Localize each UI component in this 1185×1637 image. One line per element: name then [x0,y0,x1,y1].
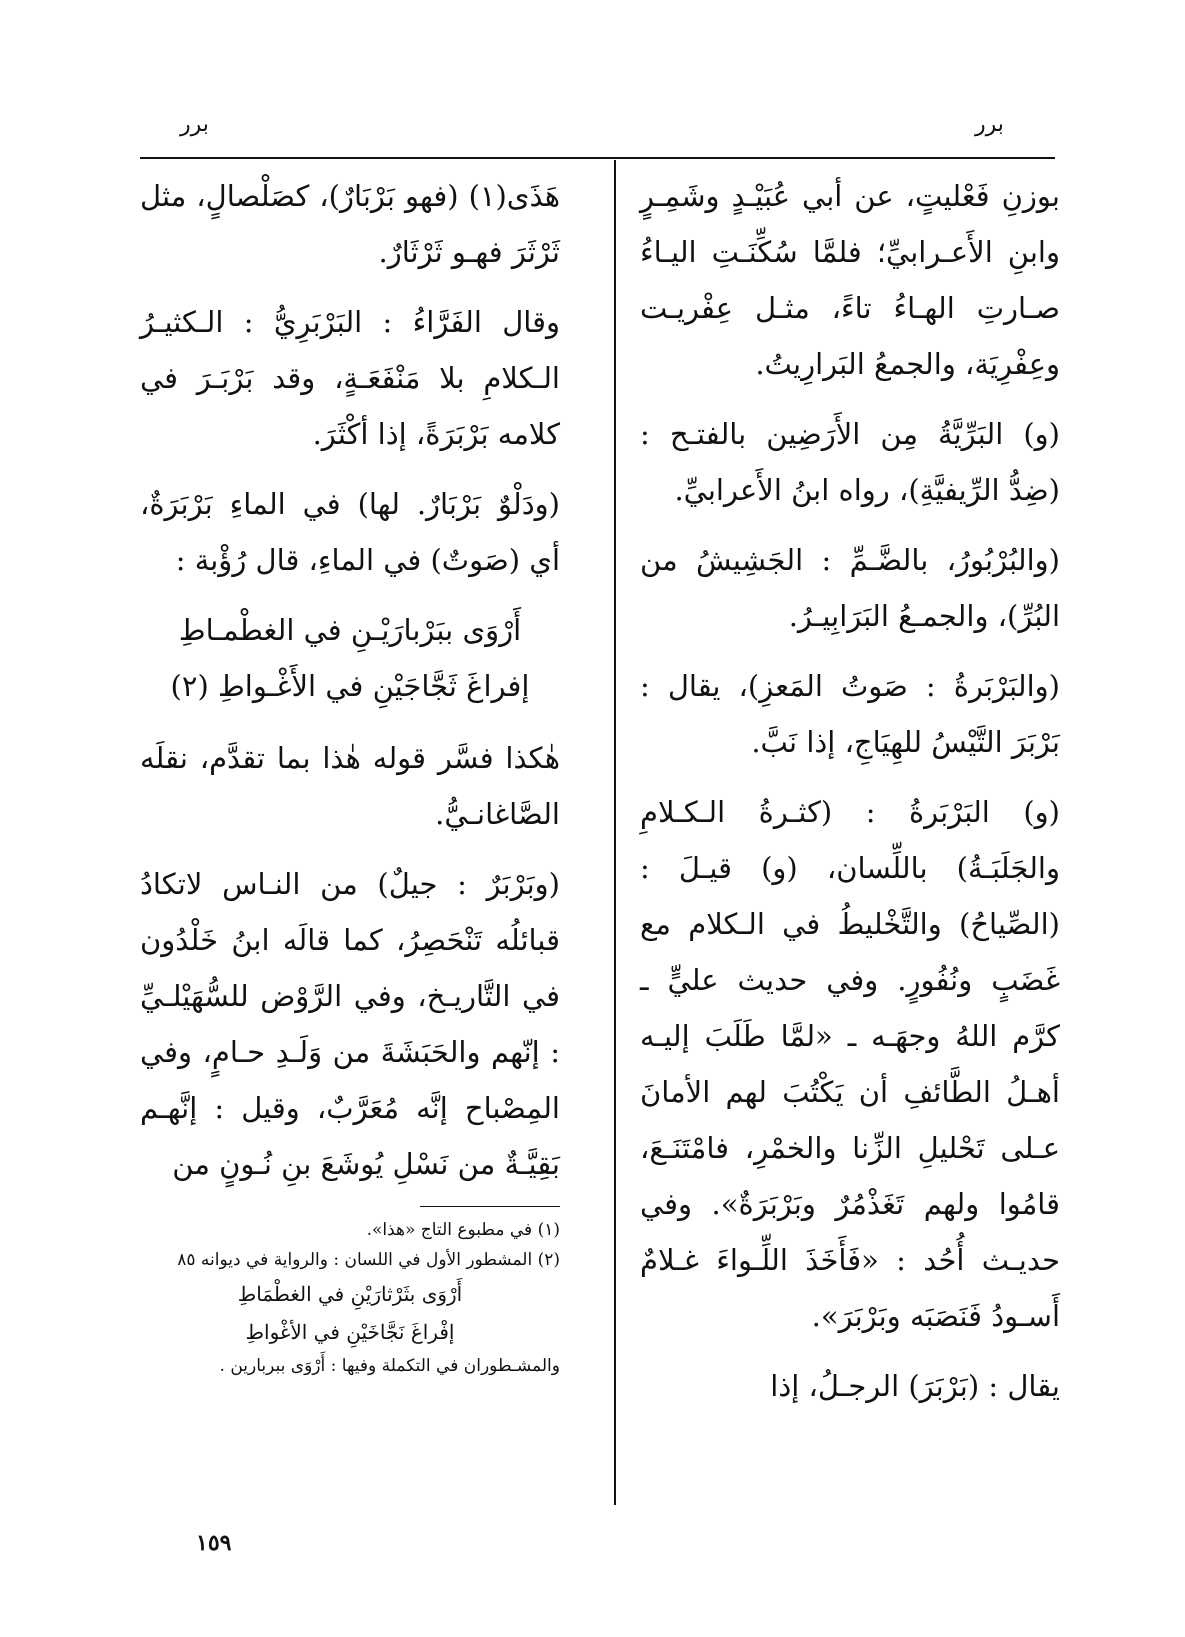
paragraph: (والبُرْبُورُ، بالضَّـمِّ : الجَشِيشُ من البُرِّ)، والجمـعُ البَرَابِيـرُ. [640,543,1060,633]
paragraph: وقال الفَرَّاءُ : البَرْبَرِيُّ : الـكثيـرُ الـكلامِ بلا مَنْفَعَـةٍ، وقد بَرْبَـرَ في كلامه بَرْبَرَةً، إذا أكْثَرَ. [140,305,560,451]
paragraph: (ودَلْوٌ بَرْبَارٌ. لها) في الماءِ بَرْبَرَةٌ، أي (صَوتٌ) في الماءِ، قال رُؤْبة : [140,487,560,577]
footnote-rule [420,1206,560,1207]
left-column [140,168,560,1381]
column-divider [614,160,616,1505]
footnote-2-end: والمشـطوران في التكملة وفيها : أَرْوَى ببربارين . [219,1356,560,1376]
paragraph: (و) البَرِّيَّةُ مِن الأَرَضِين بالفتـح : (ضِدُّ الرِّيفيَّةِ)، رواه ابنُ الأَعرابيِّ. [640,417,1060,507]
verse-line: إفراغَ ثَجَّاجَيْنِ في الأَغْـواطِ (٢) [170,669,530,703]
verse-line: إفْراغَ نَجَّاخَيْنِ في الأغْواطِ [245,1320,455,1344]
paragraph: يقال : (بَرْبَرَ) الرجـلُ، إذا [770,1369,1060,1403]
poem-verse [140,602,560,714]
footnotes [140,1215,560,1381]
footnote-verse [140,1275,560,1351]
paragraph: (والبَرْبَرةُ : صَوتُ المَعزِ)، يقال : بَرْبَرَ التَّيْسُ للهِيَاجِ، إذا نَبَّ. [640,669,1060,759]
verse-line: أَرْوَى بثَرْثارَيْنِ في الغطْمَاطِ [237,1282,463,1306]
paragraph: (و) البَرْبَرةُ : (كثـرةُ الـكـلامِ والجَلَبَـةُ) باللِّسان، (و) قيـلَ : (الصِّياحُ) والتَّخْليطُ في الـكلام مع غَضَبٍ ونُفُورٍ. وفي حديث عليٍّ ـ كرَّم اللهُ وجهَـه ـ «لمَّا طَلَبَ إليـه أهـلُ الطَّائفِ أن يَكْتُبَ لهم الأمانَ عـلى تَحْليلِ الزِّنا والخمْرِ، فامْتَنَـعَ، قامُوا ولهم تَغَذْمُرٌ وبَرْبَرَةٌ». وفي حديـث أُحُد : «فَأَخَذَ اللِّـواءَ غـلامٌ أَسـودُ فَنَصَبَه وبَرْبَرَ». [640,795,1060,1333]
running-head-right: برر [975,112,1004,137]
footnote-1: (١) في مطبوع التاج «هذا». [366,1220,560,1240]
paragraph: هٰكذا فسَّر قوله هٰذا بما تقدَّم، نقلَه الصَّاغانـيُّ. [140,741,560,831]
running-head-left: برر [180,112,209,137]
footnote-2: (٢) المشطور الأول في اللسان : والرواية في ديوانه ٨٥ [177,1250,560,1270]
page-number: ١٥٩ [196,1530,232,1556]
paragraph: بوزنِ فَعْليتٍ، عن أبي عُبَيْـدٍ وشَمِـرٍ وابنِ الأَعـرابيِّ؛ فلمَّا سُكِّنَـتِ اليـاءُ صـارتِ الهـاءُ تاءً، مثـل عِفْريـت وعِفْرِيَة، والجمعُ البَرارِيتُ. [640,179,1060,381]
right-column [640,168,1060,1428]
verse-line: أَرْوَى ببَرْبارَيْـنِ في الغطْمـاطِ [178,613,522,647]
paragraph: (وبَرْبَرٌ : جيلٌ) من النـاس لاتكادُ قبائلُه تَنْحَصِرُ، كما قالَه ابنُ خَلْدُون في التَّاريـخ، وفي الرَّوْض للسُّهَيْلـيِّ : إنّهم والحَبَشَةَ من وَلَـدِ حـامٍ، وفي المِصْباح إنَّه مُعَرَّبٌ، وقيل : إنَّهـم بَقِيَّـةٌ من نَسْلِ يُوشَعَ بنِ نُـونٍ من [140,867,560,1181]
paragraph: هَذَى(١) (فهو بَرْبَارٌ)، كصَلْصالٍ، مثل ثَرْثَرَ فهـو ثَرْثَارٌ. [140,179,560,269]
header-rule [140,157,1055,159]
